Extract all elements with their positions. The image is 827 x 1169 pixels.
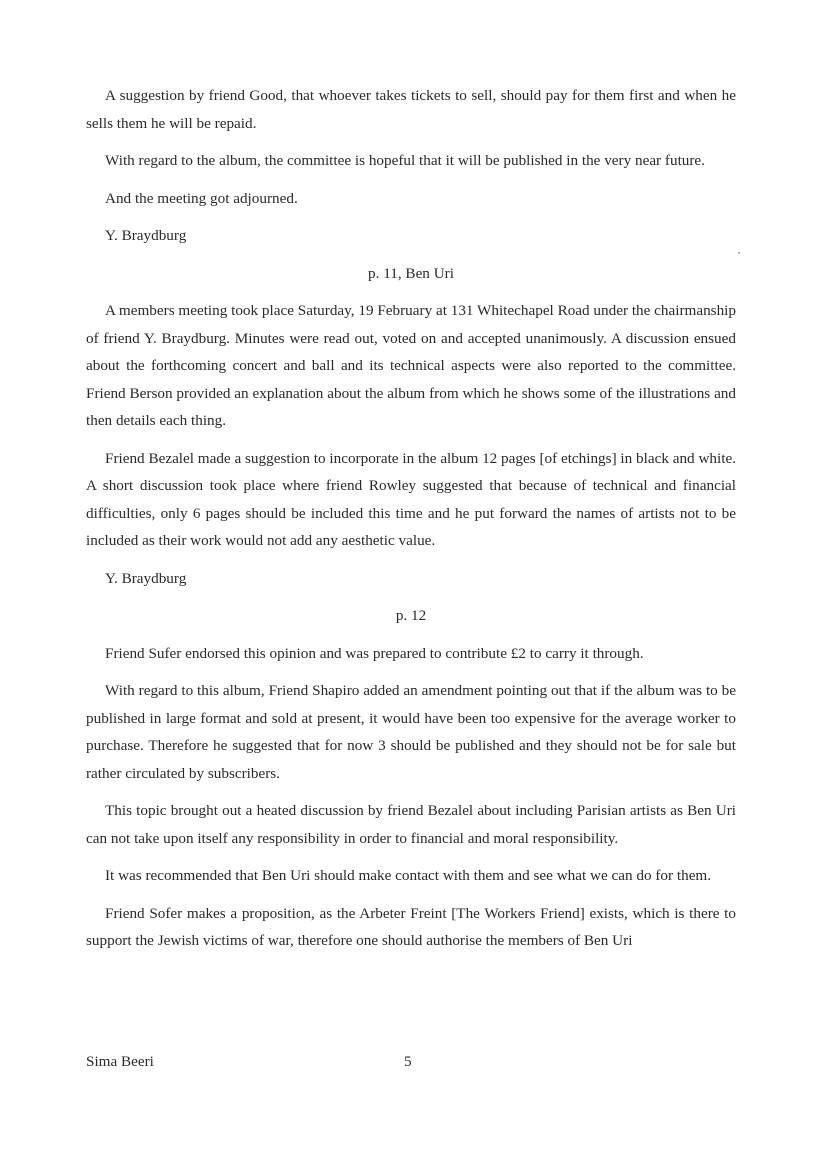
paragraph-members-meeting: A members meeting took place Saturday, 19 February at 131 Whitechapel Road under the chairmanship of friend Y. Braydburg. Minutes were read out, voted on and accepted unanimously. A discussion ensued about the forthcoming concert and ball and its technical aspects were also reported to the committee. Friend Berson provided an explanation about the album from which he shows some of the illustrations and then details each thing. xyxy=(86,302,736,429)
paragraph-album-hope: With regard to the album, the committee is hopeful that it will be published in the very near future. xyxy=(105,152,705,169)
scan-speck xyxy=(738,252,740,254)
document-body xyxy=(86,82,736,965)
section-heading-p11: p. 11, Ben Uri xyxy=(368,264,454,282)
footer-author: Sima Beeri xyxy=(86,1053,154,1070)
paragraph-contact-recommendation: It was recommended that Ben Uri should make contact with them and see what we can do for them. xyxy=(105,867,712,884)
scan-speck xyxy=(270,928,271,929)
paragraph-adjourned: And the meeting got adjourned. xyxy=(105,189,298,207)
section-heading-p12: p. 12 xyxy=(395,607,427,624)
paragraph-parisian-artists: This topic brought out a heated discussion by friend Bezalel about including Parisian artists as Ben Uri can not take upon itself any responsibility in order to financial and moral responsibility. xyxy=(86,802,736,847)
footer-page-number: 5 xyxy=(404,1053,412,1070)
paragraph-bezalel-suggestion: Friend Bezalel made a suggestion to incorporate in the album 12 pages [of etchings] in black and white. A short discussion took place where friend Rowley suggested that because of technical and financial difficulties, only 6 pages should be included this time and he put forward the names of artists not to be included as their work would not add any aesthetic value. xyxy=(86,449,736,549)
paragraph-tickets: A suggestion by friend Good, that whoever takes tickets to sell, should pay for them first and when he sells them he will be repaid. xyxy=(86,87,736,132)
signature-braydburg-2: Y. Braydburg xyxy=(105,569,187,587)
paragraph-sufer-endorsed: Friend Sufer endorsed this opinion and was prepared to contribute £2 to carry it through. xyxy=(105,644,644,662)
paragraph-sofer-proposition: Friend Sofer makes a proposition, as the Arbeter Freint [The Workers Friend] exists, which is there to support the Jewish victims of war, therefore one should authorise the members of Ben Uri xyxy=(86,904,736,949)
paragraph-shapiro-amendment: With regard to this album, Friend Shapiro added an amendment pointing out that if the album was to be published in large format and sold at present, it would have been too expensive for the average worker to purchase. Therefore he suggested that for now 3 should be published and they should not be for sale but rather circulated by subscribers. xyxy=(86,682,736,782)
signature-braydburg-1: Y. Braydburg xyxy=(105,227,187,244)
